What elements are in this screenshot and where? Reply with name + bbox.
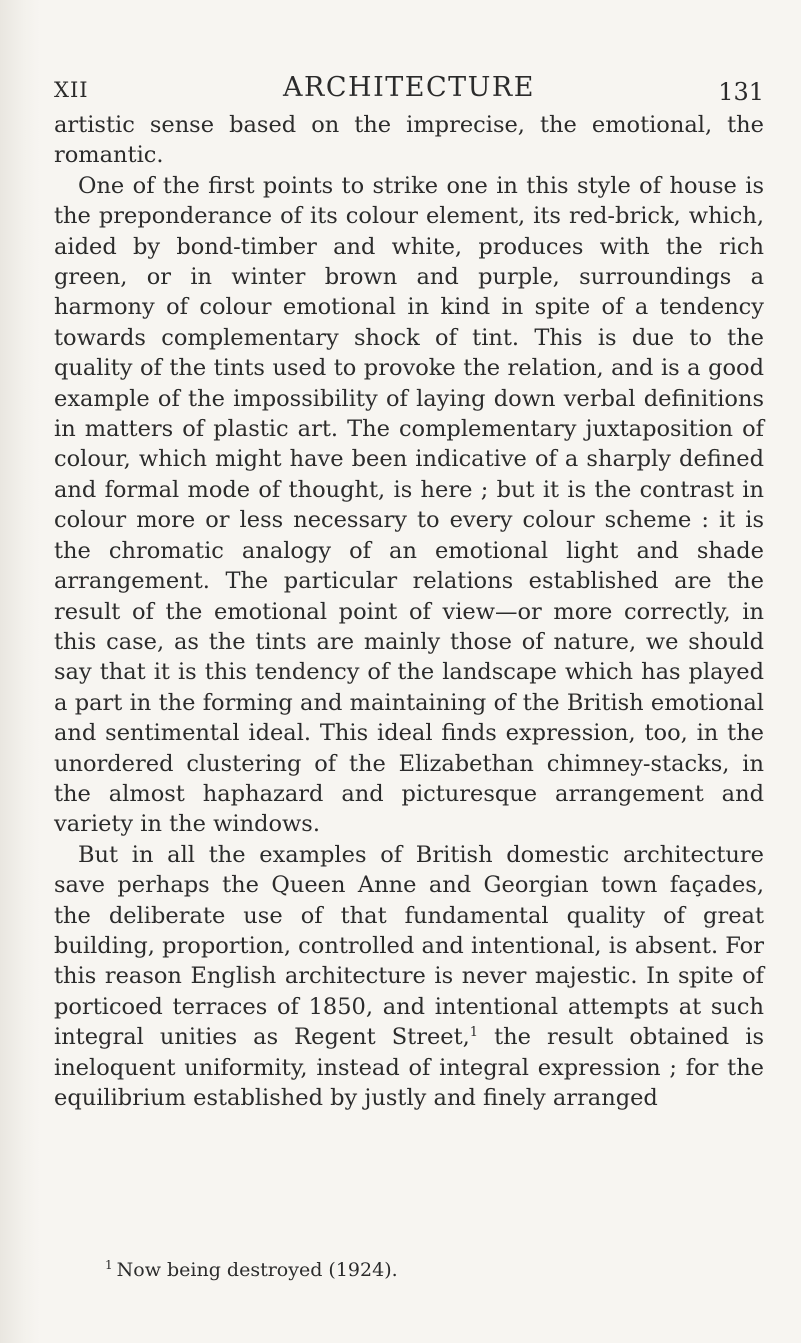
body-text	[54, 110, 764, 1113]
footnote-marker: 1	[105, 1258, 113, 1272]
footnote-text: Now being destroyed (1924).	[116, 1259, 398, 1281]
paragraph-domestic-architecture	[54, 840, 764, 1114]
footnote-reference: 1	[469, 1025, 479, 1041]
page-binding-shadow	[0, 0, 40, 1343]
paragraph-colour-element: One of the first points to strike one in this style of house is the preponderance of its colour element, its red-brick, which, aided by bond-timber and white, produces with the rich green, or in winter brown and purple, surroundings a harmony of colour emotional in kind in spite of a tendency towards complementary shock of tint. This is due to the quality of the tints used to provoke the relation, and is a good example of the impossibility of laying down verbal definitions in matters of plastic art. The complementary juxtaposition of colour, which might have been indicative of a sharply defined and formal mode of thought, is here ; but it is the contrast in colour more or less necessary to every colour scheme : it is the chromatic analogy of an emotional light and shade arrangement. The particular relations established are the result of the emotional point of view—or more correctly, in this case, as the tints are mainly those of nature, we should say that it is this tendency of the landscape which has played a part in the forming and maintaining of the British emotional and sentimental ideal. This ideal finds expression, too, in the unordered clustering of the Elizabethan chimney-stacks, in the almost haphazard and picturesque arrangement and variety in the windows.	[54, 172, 764, 838]
paragraph-text-before-note: But in all the examples of British domestic architecture save perhaps the Queen Anne and Georgian town façades, the deliberate use of that fundamental quality of great building, proportion, controlled and intentional, is absent. For this reason English architecture is never majestic. In spite of porticoed terraces of 1850, and intentional attempts at such integral unities as Regent Street,	[54, 841, 764, 1051]
running-title: ARCHITECTURE	[283, 72, 535, 103]
paragraph-continued: artistic sense based on the imprecise, the emotional, the romantic.	[54, 112, 764, 169]
page-number: 131	[718, 78, 764, 106]
footnote	[105, 1258, 398, 1282]
paragraph-text-after-note: the result obtained is ineloquent uniformity, instead of integral expression ; for the equilibrium established by justly and finely arranged	[54, 1024, 764, 1111]
chapter-number: XII	[54, 78, 89, 102]
running-header	[54, 72, 764, 108]
